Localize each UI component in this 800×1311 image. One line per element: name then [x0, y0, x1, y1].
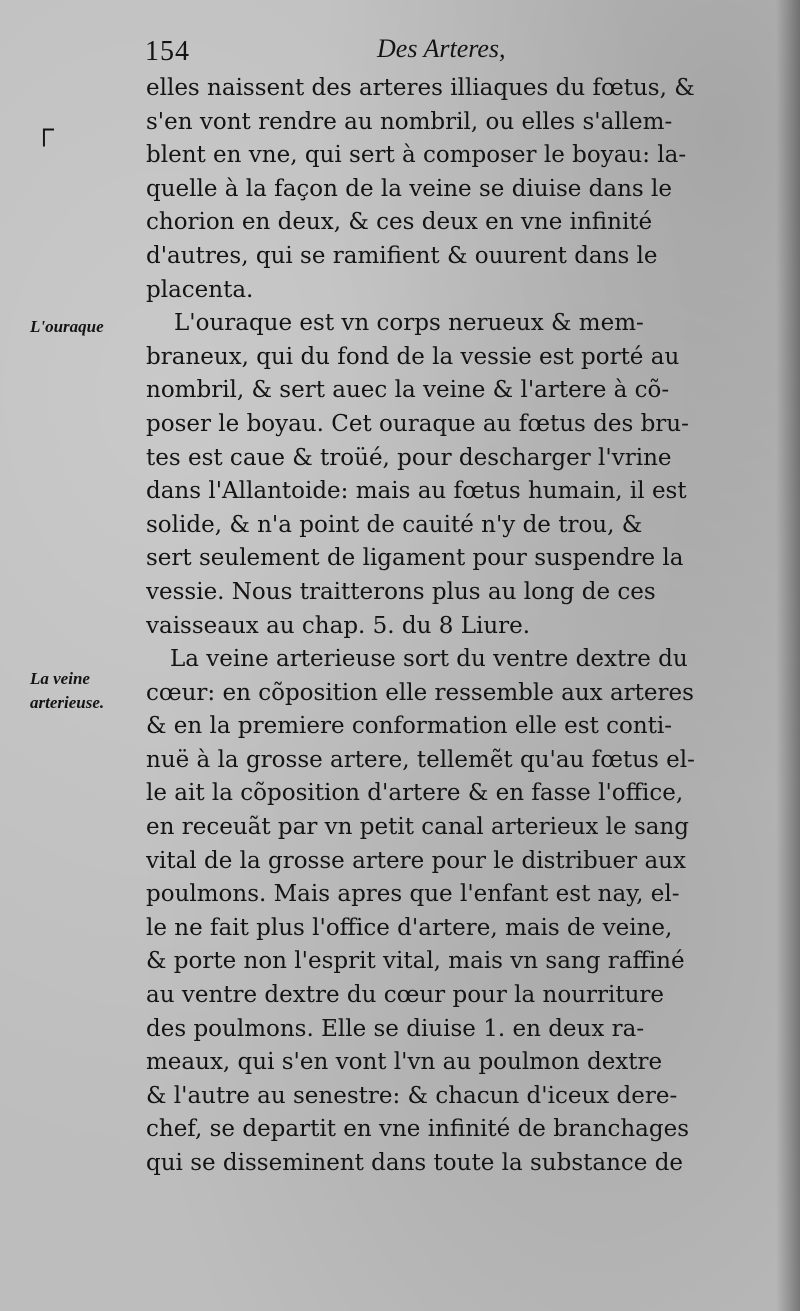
- text-line: chef, se departit en vne infinité de branchages: [146, 1116, 690, 1143]
- body-text: [146, 72, 751, 1181]
- running-title: Des Arteres,: [377, 34, 506, 63]
- margin-note-veine: La veine: [30, 669, 90, 688]
- text-line: s'en vont rendre au nombril, ou elles s'allem-: [146, 108, 673, 135]
- text-line: poser le boyau. Cet ouraque au fœtus des bru-: [146, 410, 689, 437]
- text-line: le ne fait plus l'office d'artere, mais de veine,: [146, 914, 673, 941]
- text-line: solide, & n'a point de cauité n'y de trou, &: [146, 511, 643, 538]
- text-line: L'ouraque est vn corps nerueux & mem-: [174, 310, 644, 337]
- text-line: vaisseaux au chap. 5. du 8 Liure.: [146, 612, 531, 639]
- text-line: elles naissent des arteres illiaques du fœtus, &: [146, 75, 695, 101]
- text-line: d'autres, qui se ramifient & ouurent dans le: [146, 242, 658, 269]
- text-line: vital de la grosse artere pour le distribuer aux: [146, 847, 686, 874]
- text-line: dans l'Allantoide: mais au fœtus humain, il est: [146, 478, 687, 505]
- text-line: & en la premiere conformation elle est conti-: [146, 713, 673, 740]
- text-line: quelle à la façon de la veine se diuise dans le: [146, 175, 673, 202]
- margin-note-arterieuse: arterieuse.: [30, 693, 105, 712]
- margin-bracket-mark: ┌: [34, 114, 54, 145]
- text-line: placenta.: [146, 276, 254, 303]
- text-line: chorion en deux, & ces deux en vne infinité: [146, 209, 653, 236]
- page-number: 154: [145, 36, 190, 67]
- text-line: en receuãt par vn petit canal arterieux le sang: [146, 814, 689, 841]
- text-line: des poulmons. Elle se diuise 1. en deux ra-: [146, 1015, 645, 1042]
- text-line: braneux, qui du fond de la vessie est porté au: [146, 343, 680, 370]
- page-header: [145, 30, 745, 70]
- text-line: nuë à la grosse artere, tellemẽt qu'au fœtus el-: [146, 746, 695, 773]
- text-line: poulmons. Mais apres que l'enfant est nay, el-: [146, 881, 680, 908]
- text-line: meaux, qui s'en vont l'vn au poulmon dextre: [146, 1049, 663, 1076]
- text-line: cœur: en cõposition elle ressemble aux arteres: [146, 679, 694, 706]
- text-line: tes est caue & troüé, pour descharger l'vrine: [146, 444, 672, 471]
- text-line: & l'autre au senestre: & chacun d'iceux dere-: [146, 1082, 678, 1109]
- text-line: sert seulement de ligament pour suspendre la: [146, 545, 684, 572]
- page-edge-shadow: [776, 0, 800, 1311]
- text-line: La veine arterieuse sort du ventre dextre du: [170, 646, 688, 673]
- text-line: blent en vne, qui sert à composer le boyau: la-: [146, 142, 687, 169]
- text-line: le ait la cõposition d'artere & en fasse l'office,: [146, 780, 684, 807]
- text-line: & porte non l'esprit vital, mais vn sang raffiné: [146, 948, 685, 975]
- margin-note-ouraque: L'ouraque: [30, 317, 104, 336]
- text-line: nombril, & sert auec la veine & l'artere à cõ-: [146, 377, 670, 404]
- text-line: qui se disseminent dans toute la substance de: [146, 1150, 684, 1176]
- text-line: vessie. Nous traitterons plus au long de ces: [146, 578, 656, 605]
- text-line: au ventre dextre du cœur pour la nourriture: [146, 982, 665, 1009]
